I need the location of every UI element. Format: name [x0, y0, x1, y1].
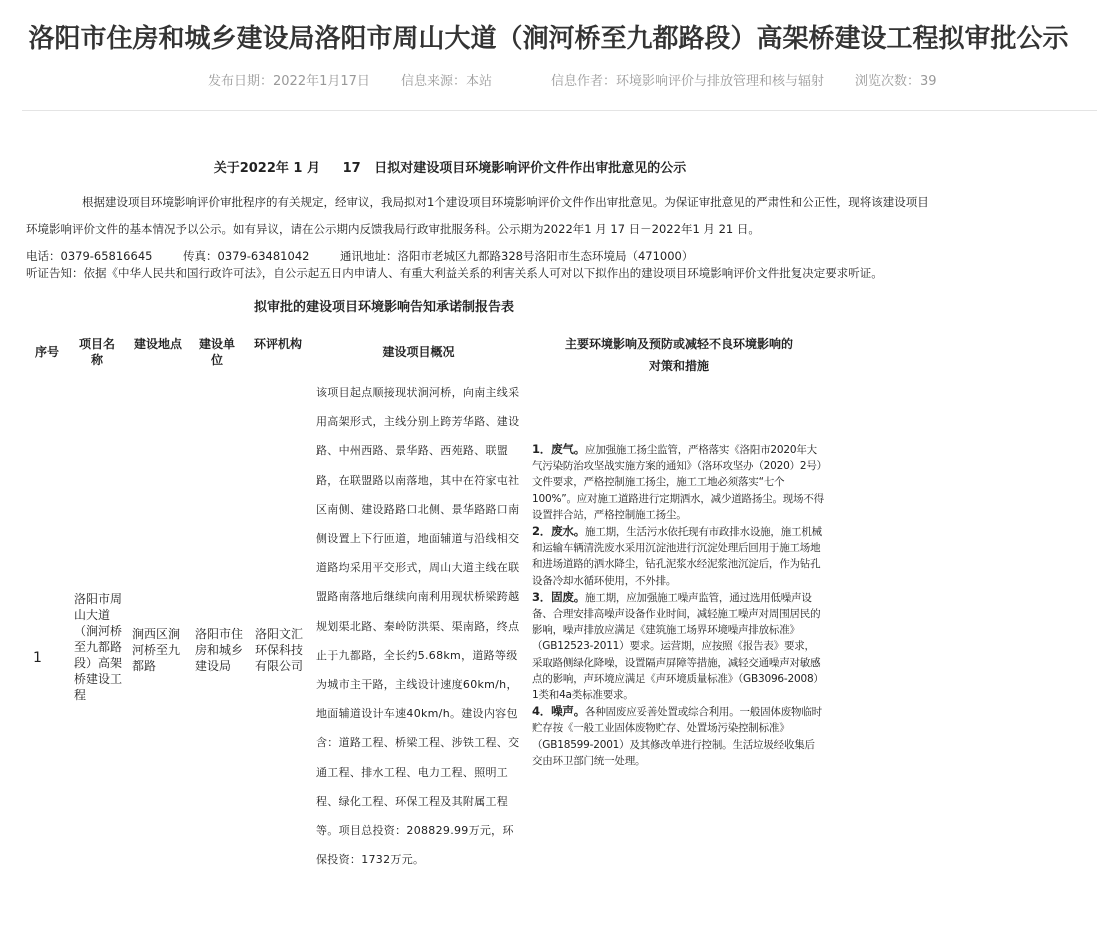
table-header-name: 项目名称	[78, 337, 115, 367]
contact-phone: 电话：0379-65816645	[26, 249, 153, 263]
notice-title: 关于2022年 1 月 17 日拟对建设项目环境影响评价文件作出审批意见的公示	[213, 161, 687, 176]
measure-item	[532, 589, 824, 703]
view-count: 浏览次数：39	[855, 74, 937, 89]
measure-heading: 4．噪声。	[532, 704, 586, 719]
measure-text: 施工期，应加强施工噪声监管，通过选用低噪声设备、合理安排高噪声设备作业时间，减轻施工噪声对周围居民的影响，噪声排放应满足《建筑施工场界环境噪声排放标准》（GB12523-2011）要求。运营期，应按照《报告表》要求，采取路侧绿化降噪，设置隔声屏障等措施，减轻交通噪声对敏感点的影响，声环境应满足《声环境质量标准》（GB3096-2008）1类和4a类标准要求。	[532, 591, 824, 702]
contact-fax: 传真：0379-63481042	[183, 249, 310, 263]
measure-item	[532, 441, 824, 523]
notice-paragraph-line1: 根据建设项目环境影响评价审批程序的有关规定，经审议，我局拟对1个建设项目环境影响评价文件作出审批意见。为保证审批意见的严肃性和公正性，现将该建设项目	[82, 195, 929, 209]
table-header-measures-line2: 对策和措施	[648, 359, 709, 373]
row-overview: 该项目起点顺接现状涧河桥，向南主线采用高架形式，主线分别上跨芳华路、建设路、中州西路、景华路、西苑路、联盟路，在联盟路以南落地，其中在符家屯社区南侧、建设路路口北侧、景华路路口南侧设置上下行匝道，地面辅道与沿线相交道路均采用平交形式，周山大道主线在联盟路南落地后继续向南利用现状桥梁跨越规划渠北路、秦岭防洪渠、渠南路，终点止于九都路，全长约5.68km，道路等级为城市主干路，主线设计速度60km/h，地面辅道设计车速40km/h。建设内容包含：道路工程、桥梁工程、涉铁工程、交通工程、排水工程、电力工程、照明工程、绿化工程、环保工程及其附属工程等。项目总投资：208829.99万元，环保投资：1732万元。	[316, 386, 520, 867]
publish-date: 发布日期：2022年1月17日	[208, 74, 370, 89]
measure-item	[532, 703, 824, 769]
row-project-name: 洛阳市周山大道（涧河桥至九都路段）高架桥建设工程	[74, 592, 123, 702]
row-seq: 1	[33, 650, 42, 666]
table-header-location: 建设地点	[133, 337, 182, 351]
table-header-seq: 序号	[34, 345, 59, 359]
hearing-notice: 听证告知：依据《中华人民共和国行政许可法》，自公示起五日内申请人、有重大利益关系的利害关系人可对以下拟作出的建设项目环境影响评价文件批复决定要求听证。	[26, 266, 883, 280]
row-measures	[532, 441, 824, 769]
measure-heading: 1．废气。	[532, 442, 586, 456]
table-title: 拟审批的建设项目环境影响告知承诺制报告表	[253, 300, 514, 315]
row-agency: 洛阳文汇环保科技有限公司	[255, 627, 304, 673]
measure-item	[532, 523, 824, 589]
row-location: 涧西区涧河桥至九都路	[132, 627, 181, 673]
row-unit: 洛阳市住房和城乡建设局	[195, 627, 244, 673]
info-author: 信息作者：环境影响评价与排放管理和核与辐射	[551, 74, 825, 89]
info-source: 信息来源：本站	[401, 74, 493, 89]
table-header-unit: 建设单位	[199, 337, 236, 367]
measure-heading: 3．固废。	[532, 589, 586, 604]
table-header-overview: 建设项目概况	[382, 345, 455, 359]
header-divider	[22, 110, 1097, 111]
table-header-measures-line1: 主要环境影响及预防或减轻不良环境影响的	[564, 337, 793, 351]
table-header-agency: 环评机构	[254, 337, 303, 351]
measure-text: 应加强施工扬尘监管，严格落实《洛阳市2020年大气污染防治攻坚战实施方案的通知》（洛环攻坚办（2020）2号）文件要求，严格控制施工扬尘，施工工地必须落实“七个100%”。应对施工道路进行定期洒水，减少道路扬尘。现场不得设置拌合站，严格控制施工扬尘。	[532, 444, 824, 521]
measure-heading: 2．废水。	[532, 524, 586, 539]
measure-text: 各种固废应妥善处置或综合利用。一般固体废物临时贮存按《一般工业固体废物贮存、处置场污染控制标准》（GB18599-2001）及其修改单进行控制。生活垃圾经收集后交由环卫部门统一处理。	[532, 706, 822, 767]
notice-paragraph-line2: 环境影响评价文件的基本情况予以公示。如有异议，请在公示期内反馈我局行政审批服务科。公示期为2022年1 月 17 日－2022年1 月 21 日。	[26, 222, 760, 236]
article-title: 洛阳市住房和城乡建设局洛阳市周山大道（涧河桥至九都路段）高架桥建设工程拟审批公示	[28, 24, 1069, 54]
contact-address: 通讯地址：洛阳市老城区九都路328号洛阳市生态环境局（471000）	[340, 249, 694, 263]
measure-text: 施工期，生活污水依托现有市政排水设施，施工机械和运输车辆清洗废水采用沉淀池进行沉淀处理后回用于施工场地和进场道路的洒水降尘，钻孔泥浆水经泥浆池沉淀后，作为钻孔设备冷却水循环使用，不外排。	[532, 526, 822, 587]
